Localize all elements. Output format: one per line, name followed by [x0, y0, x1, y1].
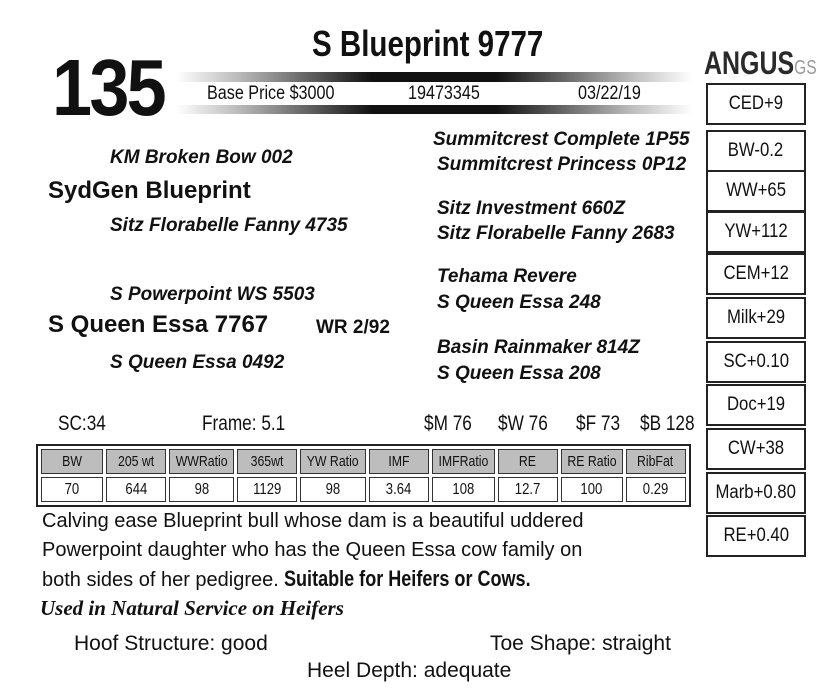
pedigree-ancestor: Summitcrest Princess 0P12: [437, 154, 687, 175]
table-cell: 3.64: [369, 477, 429, 502]
hoof-structure: Hoof Structure: good: [74, 632, 268, 655]
epd-box: YW+112: [706, 211, 806, 253]
pedigree-sire: SydGen Blueprint: [48, 177, 251, 204]
table-cell: 1129: [237, 477, 297, 502]
bull-name-title: S Blueprint 9777: [312, 23, 544, 64]
table-cell: 98: [169, 477, 234, 502]
index-w: $W 76: [498, 412, 548, 435]
description-line-3: [42, 568, 585, 590]
table-cell: 108: [432, 477, 495, 502]
epd-box: CEM+12: [706, 253, 806, 295]
index-b: $B 128: [640, 412, 695, 435]
table-header: WWRatio: [169, 449, 234, 474]
epd-box: Milk+29: [706, 297, 806, 339]
epd-box: RE+0.40: [706, 515, 806, 557]
title-rule-bottom: [176, 105, 692, 114]
description-text: both sides of her pedigree.: [42, 569, 279, 591]
table-cell: 70: [41, 477, 103, 502]
title-rule-top: [176, 72, 692, 82]
toe-shape: Toe Shape: straight: [490, 632, 671, 655]
epd-box: WW+65: [706, 170, 806, 212]
epd-box: BW-0.2: [706, 130, 806, 172]
table-cell: 0.29: [626, 477, 686, 502]
table-cell: 100: [561, 477, 623, 502]
pedigree-sire-sire: KM Broken Bow 002: [110, 147, 293, 168]
table-header: IMFRatio: [432, 449, 495, 474]
epd-box: CW+38: [706, 428, 806, 470]
description-line: Powerpoint daughter who has the Queen Essa cow family on: [42, 539, 583, 561]
index-m: $M 76: [424, 412, 472, 435]
pedigree-dam-sire: S Powerpoint WS 5503: [110, 284, 315, 305]
table-header: YW Ratio: [300, 449, 365, 474]
epd-box: CED+9: [706, 83, 806, 125]
dam-record-note: WR 2/92: [316, 317, 390, 338]
angus-gs-logo: ANGUSGS: [704, 45, 817, 81]
epd-box: Doc+19: [706, 384, 806, 426]
pedigree-ancestor: Basin Rainmaker 814Z: [437, 337, 640, 358]
pedigree-dam-dam: S Queen Essa 0492: [110, 352, 285, 373]
description-line: Calving ease Blueprint bull whose dam is a beautiful uddered: [42, 510, 584, 532]
pedigree-ancestor: Summitcrest Complete 1P55: [433, 129, 690, 150]
table-header: RE: [498, 449, 558, 474]
pedigree-ancestor: Sitz Investment 660Z: [437, 198, 625, 219]
index-f: $F 73: [576, 412, 621, 435]
table-header: IMF: [369, 449, 429, 474]
scrotal-circumference: SC:34: [58, 412, 106, 435]
table-header: RibFat: [626, 449, 686, 474]
pedigree-ancestor: Sitz Florabelle Fanny 2683: [437, 223, 675, 244]
suitability-highlight: Suitable for Heifers or Cows.: [284, 566, 531, 591]
heel-depth: Heel Depth: adequate: [307, 659, 512, 682]
table-header: 205 wt: [106, 449, 166, 474]
table-cell: 98: [300, 477, 365, 502]
table-header: RE Ratio: [561, 449, 623, 474]
pedigree-ancestor: S Queen Essa 248: [437, 292, 601, 313]
registration-number: 19473345: [408, 83, 480, 104]
table-header-row: [41, 449, 686, 474]
pedigree-ancestor: Tehama Revere: [437, 266, 577, 287]
pedigree-dam: S Queen Essa 7767: [48, 311, 269, 338]
service-note: Used in Natural Service on Heifers: [40, 596, 344, 620]
table-header: 365wt: [237, 449, 297, 474]
epd-box: Marb+0.80: [706, 472, 806, 514]
birth-date: 03/22/19: [578, 83, 641, 104]
table-header: BW: [41, 449, 103, 474]
frame-score: Frame: 5.1: [202, 412, 286, 435]
base-price: Base Price $3000: [207, 83, 335, 104]
table-row: [41, 477, 686, 502]
pedigree-ancestor: S Queen Essa 208: [437, 363, 601, 384]
table-cell: 12.7: [498, 477, 558, 502]
lot-number: 135: [52, 43, 165, 132]
performance-table: [36, 444, 691, 507]
pedigree-sire-dam: Sitz Florabelle Fanny 4735: [110, 215, 348, 236]
epd-box: SC+0.10: [706, 341, 806, 383]
table-cell: 644: [106, 477, 166, 502]
